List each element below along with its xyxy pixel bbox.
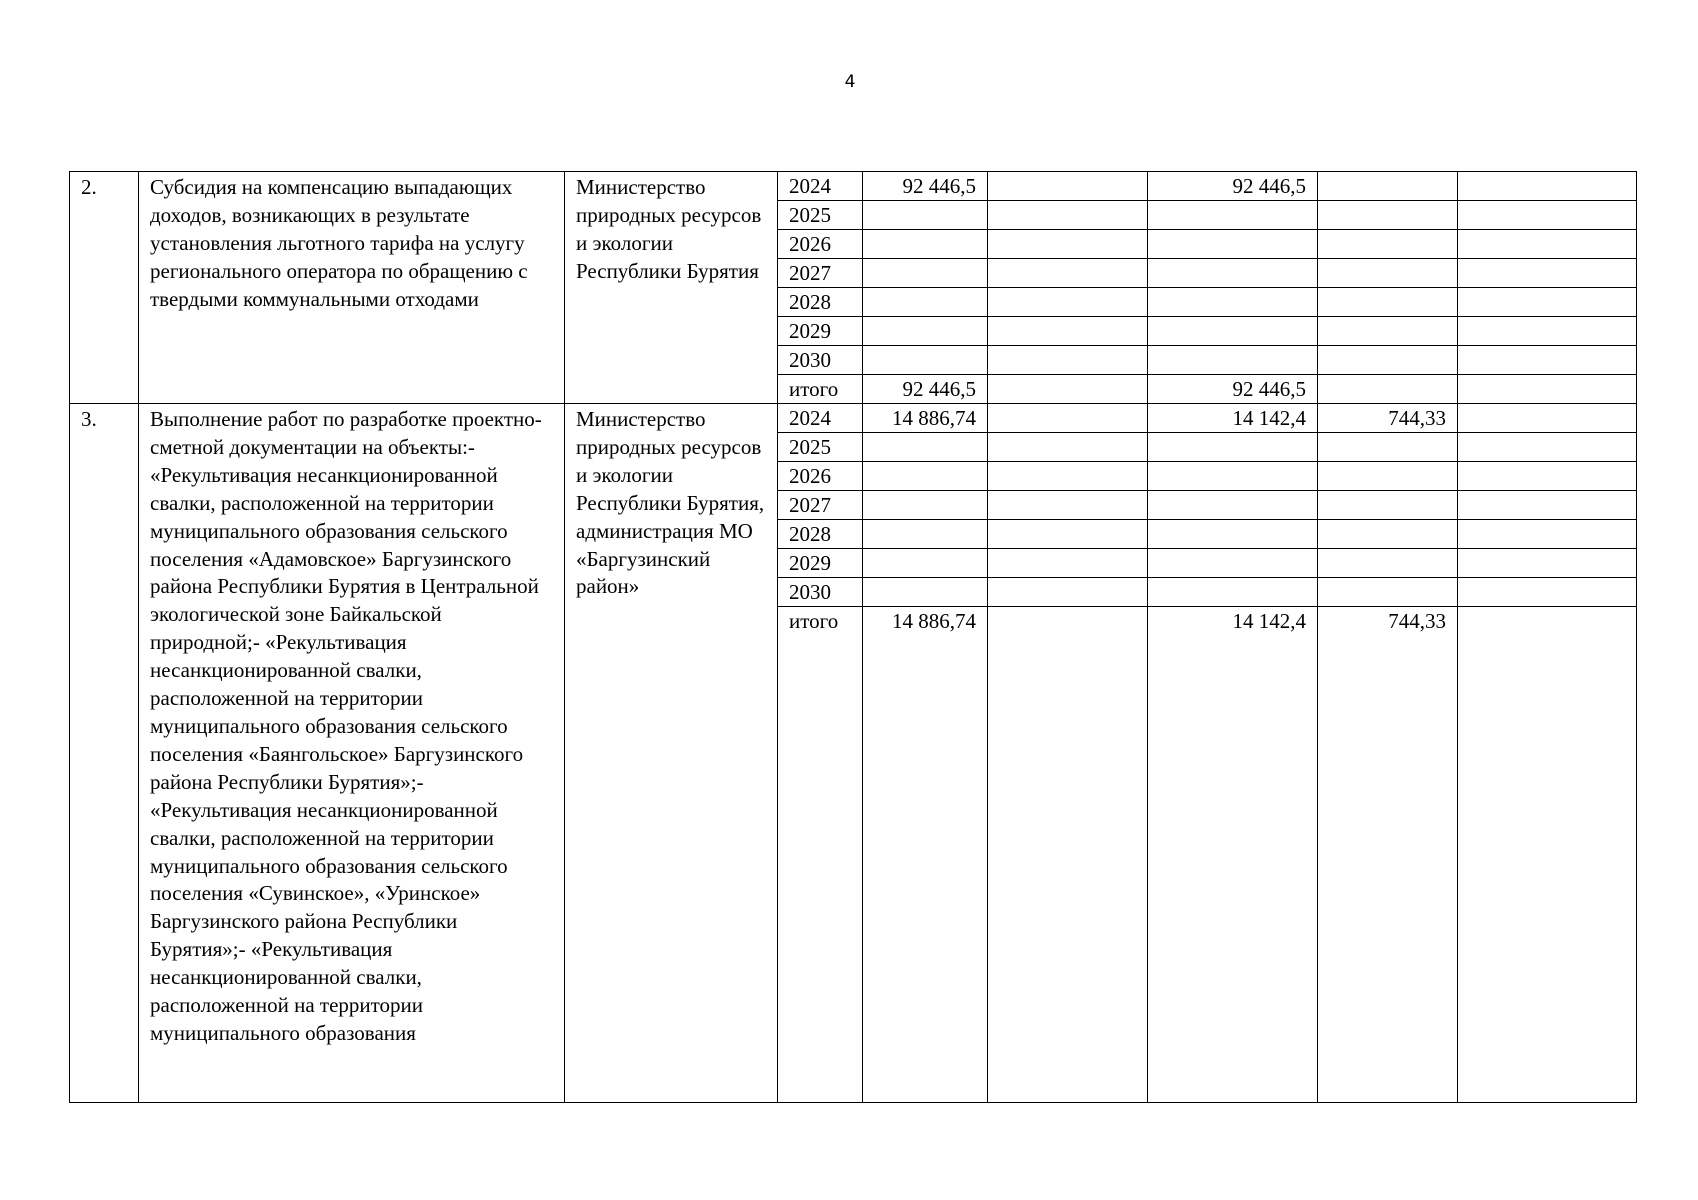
amount-cell: [1458, 520, 1637, 549]
year-cell: 2030: [778, 346, 863, 375]
amount-cell: [863, 346, 988, 375]
amount-cell: [1148, 288, 1318, 317]
amount-cell: 92 446,5: [863, 172, 988, 201]
amount-cell: [1318, 346, 1458, 375]
amount-cell: [988, 491, 1148, 520]
amount-cell: [1458, 201, 1637, 230]
amount-cell: [1148, 346, 1318, 375]
amount-cell: [1318, 578, 1458, 607]
page-number: 4: [844, 72, 856, 92]
amount-cell: [988, 172, 1148, 201]
amount-cell: [988, 607, 1148, 1103]
amount-cell: 14 142,4: [1148, 607, 1318, 1103]
amount-cell: [1318, 491, 1458, 520]
amount-cell: [863, 520, 988, 549]
amount-cell: [1458, 172, 1637, 201]
amount-cell: [988, 549, 1148, 578]
measure-name: Выполнение работ по разработке проектно-сметной документации на объекты:- «Рекультивация несанкционированной свалки, расположенной на территории муниципального образования сельского поселения «Адамовское» Баргузинского района Республики Бурятия в Центральной экологической зоне Байкальской природной;- «Рекультивация несанкционированной свалки, расположенной на территории муниципального образования сельского поселения «Баянгольское» Баргузинского района Республики Бурятия»;- «Рекультивация несанкционированной свалки, расположенной на территории муниципального образования сельского поселения «Сувинское», «Уринское» Баргузинского района Республики Бурятия»;- «Рекультивация несанкционированной свалки, расположенной на территории муниципального образования: [139, 404, 565, 1103]
amount-cell: [1148, 462, 1318, 491]
amount-cell: [863, 288, 988, 317]
amount-cell: [1458, 375, 1637, 404]
amount-cell: [1148, 317, 1318, 346]
year-cell: 2027: [778, 259, 863, 288]
year-cell: 2027: [778, 491, 863, 520]
year-cell: 2029: [778, 549, 863, 578]
amount-cell: [1148, 259, 1318, 288]
amount-cell: [988, 288, 1148, 317]
amount-cell: [1318, 433, 1458, 462]
table-row: [70, 404, 1637, 433]
amount-cell: [988, 404, 1148, 433]
year-cell: 2025: [778, 433, 863, 462]
amount-cell: [988, 201, 1148, 230]
year-cell: 2030: [778, 578, 863, 607]
amount-cell: [1318, 549, 1458, 578]
amount-cell: 92 446,5: [863, 375, 988, 404]
amount-cell: [988, 230, 1148, 259]
amount-cell: [1318, 375, 1458, 404]
row-number: 2.: [70, 172, 139, 404]
amount-cell: [1458, 230, 1637, 259]
amount-cell: [1458, 433, 1637, 462]
executor: Министерство природных ресурсов и экологии Республики Бурятия: [565, 172, 778, 404]
amount-cell: [1318, 259, 1458, 288]
year-cell: 2028: [778, 288, 863, 317]
amount-cell: [1458, 607, 1637, 1103]
amount-cell: [988, 375, 1148, 404]
amount-cell: [863, 433, 988, 462]
amount-cell: [988, 520, 1148, 549]
year-cell: 2024: [778, 172, 863, 201]
year-cell: 2024: [778, 404, 863, 433]
amount-cell: 14 142,4: [1148, 404, 1318, 433]
amount-cell: [1458, 491, 1637, 520]
amount-cell: 744,33: [1318, 404, 1458, 433]
amount-cell: [863, 259, 988, 288]
amount-cell: [1148, 549, 1318, 578]
table-body: [70, 172, 1637, 1103]
amount-cell: [988, 259, 1148, 288]
amount-cell: [1148, 491, 1318, 520]
amount-cell: [1148, 578, 1318, 607]
amount-cell: [1148, 201, 1318, 230]
year-cell: 2026: [778, 230, 863, 259]
amount-cell: [863, 578, 988, 607]
amount-cell: [1458, 578, 1637, 607]
amount-cell: [1318, 520, 1458, 549]
year-cell: 2028: [778, 520, 863, 549]
year-cell: 2025: [778, 201, 863, 230]
amount-cell: [1458, 404, 1637, 433]
amount-cell: [1458, 317, 1637, 346]
amount-cell: [988, 346, 1148, 375]
amount-cell: [988, 462, 1148, 491]
year-cell: 2026: [778, 462, 863, 491]
total-label: итого: [778, 375, 863, 404]
amount-cell: [1458, 259, 1637, 288]
amount-cell: [1318, 317, 1458, 346]
budget-table: [69, 171, 1637, 1103]
amount-cell: [1318, 230, 1458, 259]
measure-name: Субсидия на компенсацию выпадающих доходов, возникающих в результате установления льготного тарифа на услугу регионального оператора по обращению с твердыми коммунальными отходами: [139, 172, 565, 404]
amount-cell: 14 886,74: [863, 607, 988, 1103]
amount-cell: [1318, 201, 1458, 230]
amount-cell: [1458, 288, 1637, 317]
amount-cell: [863, 549, 988, 578]
amount-cell: [1318, 172, 1458, 201]
total-label: итого: [778, 607, 863, 1103]
amount-cell: [1458, 346, 1637, 375]
amount-cell: [863, 462, 988, 491]
amount-cell: [1148, 230, 1318, 259]
amount-cell: [1318, 288, 1458, 317]
amount-cell: [863, 491, 988, 520]
amount-cell: [863, 317, 988, 346]
row-number: 3.: [70, 404, 139, 1103]
amount-cell: 14 886,74: [863, 404, 988, 433]
amount-cell: [988, 433, 1148, 462]
amount-cell: [1318, 462, 1458, 491]
amount-cell: [1148, 520, 1318, 549]
amount-cell: [988, 578, 1148, 607]
amount-cell: 92 446,5: [1148, 375, 1318, 404]
amount-cell: 92 446,5: [1148, 172, 1318, 201]
amount-cell: [988, 317, 1148, 346]
amount-cell: [1458, 549, 1637, 578]
executor: Министерство природных ресурсов и экологии Республики Бурятия, администрация МО «Баргузинский район»: [565, 404, 778, 1103]
table-row: [70, 172, 1637, 201]
amount-cell: [1458, 462, 1637, 491]
amount-cell: 744,33: [1318, 607, 1458, 1103]
amount-cell: [863, 201, 988, 230]
amount-cell: [1148, 433, 1318, 462]
amount-cell: [863, 230, 988, 259]
year-cell: 2029: [778, 317, 863, 346]
